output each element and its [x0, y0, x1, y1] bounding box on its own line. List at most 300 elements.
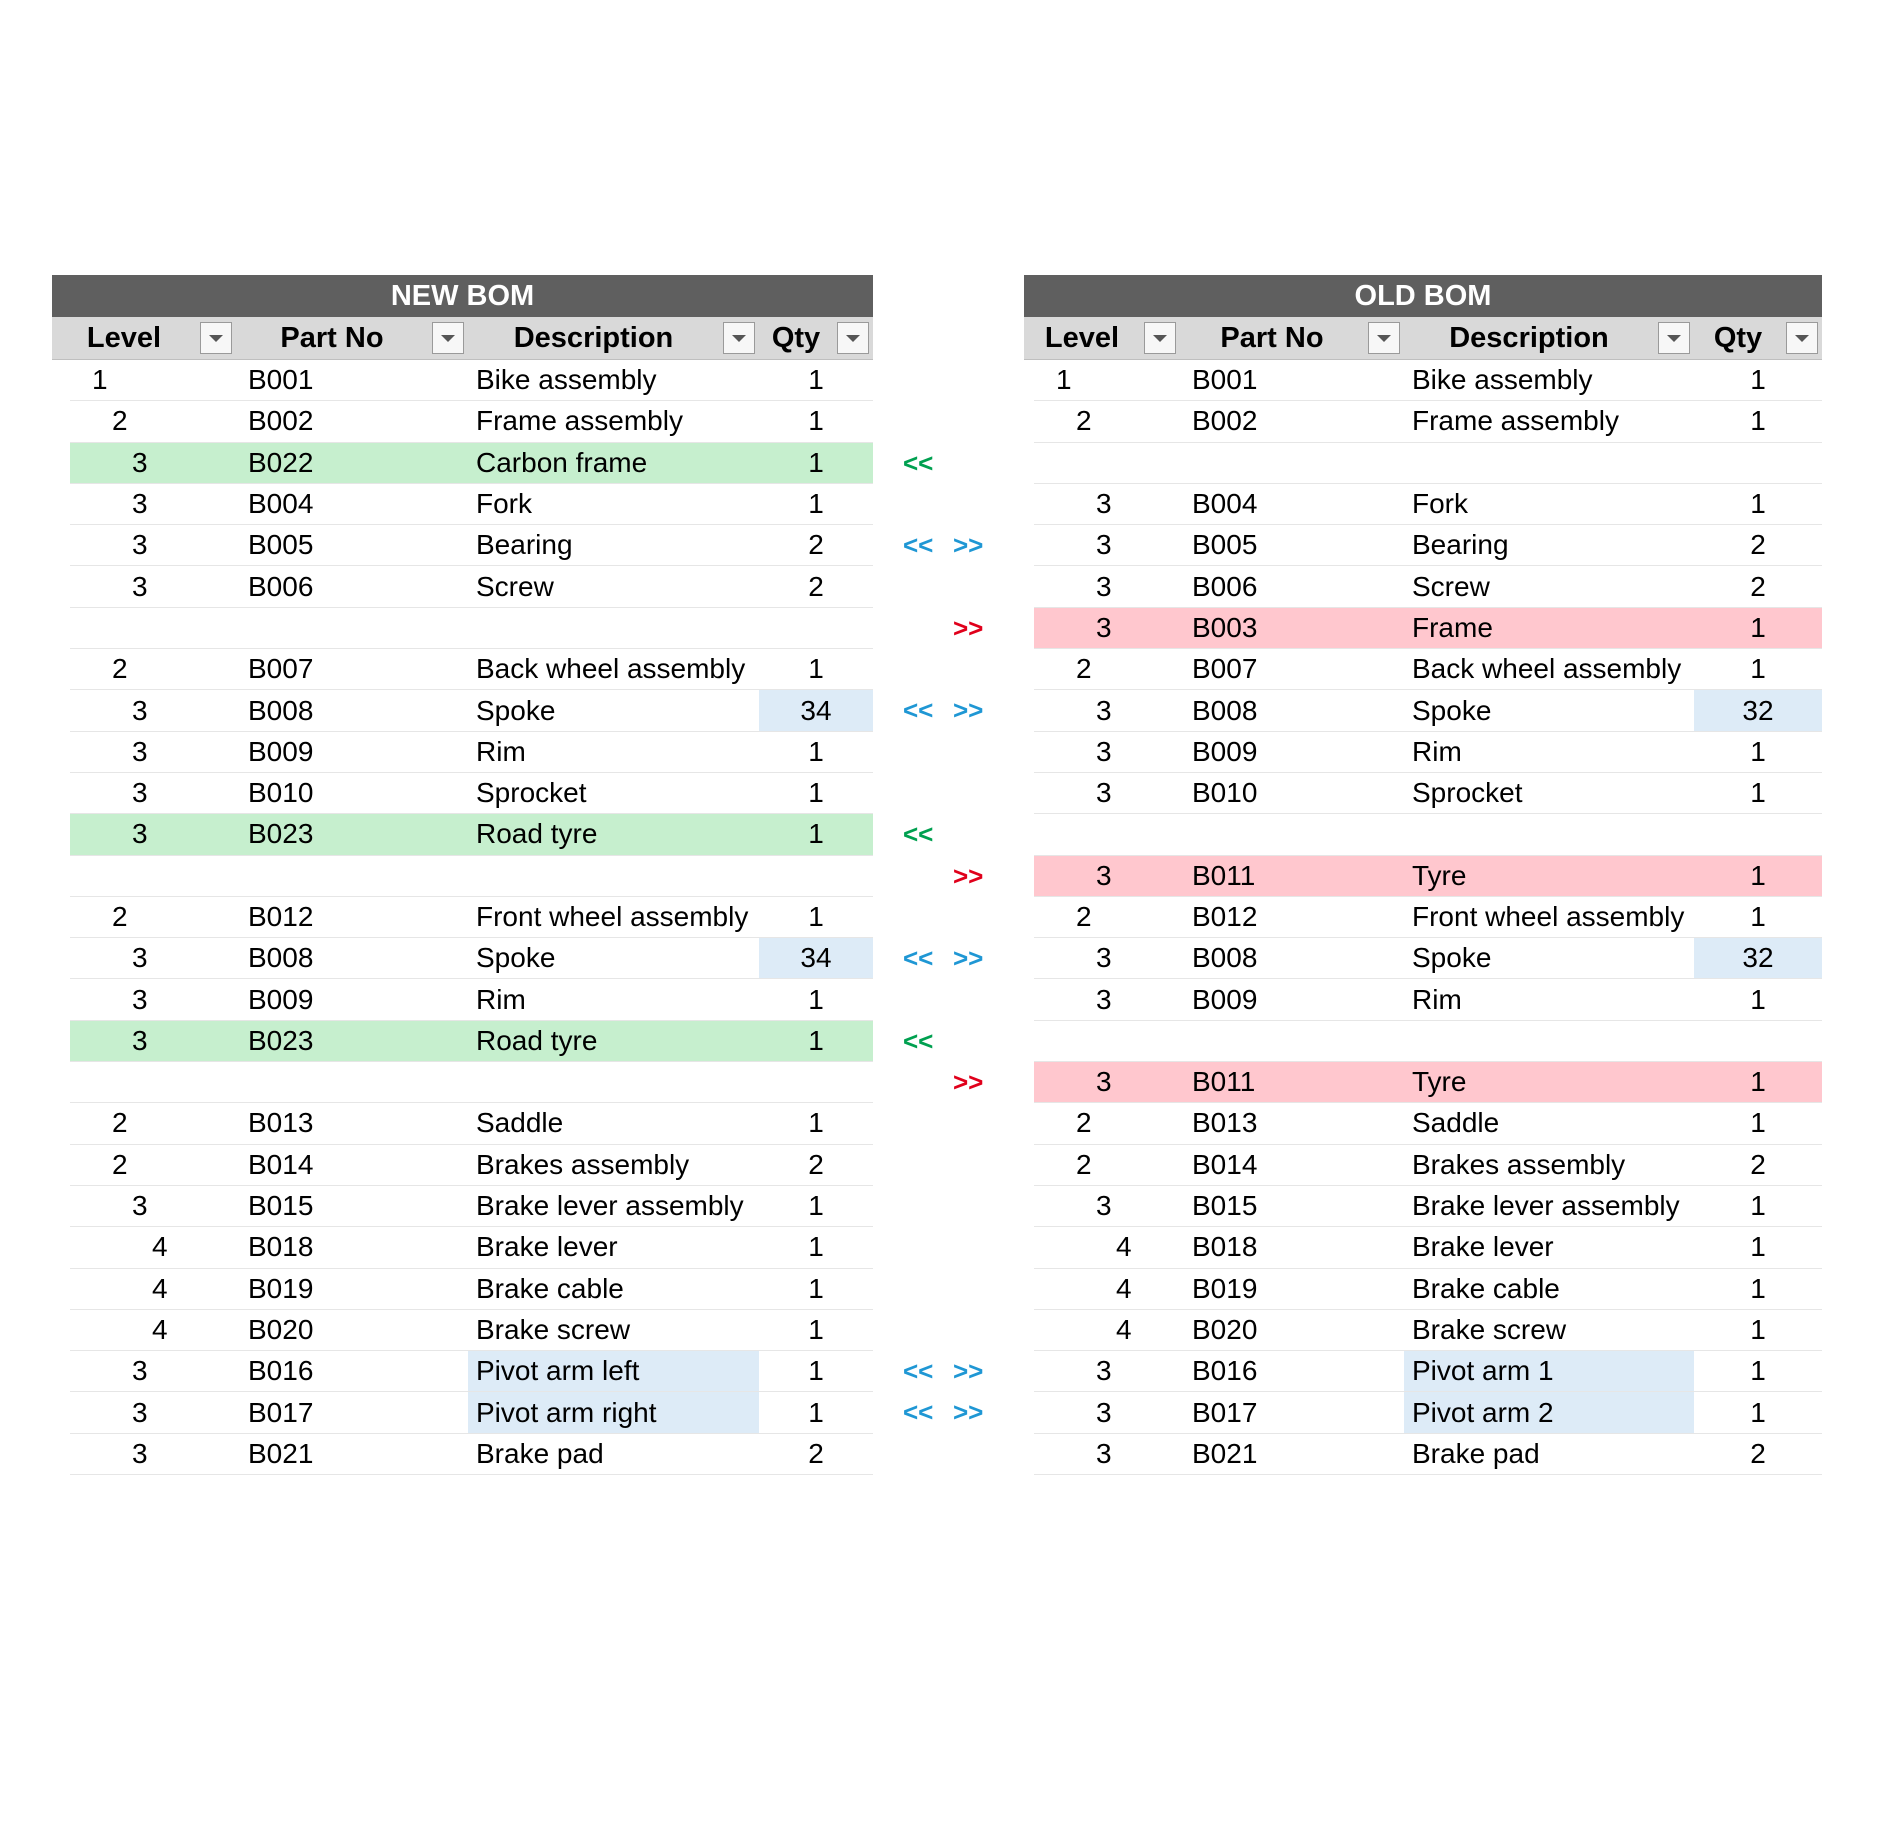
cell-description[interactable] [468, 1062, 759, 1102]
table-row [1034, 1434, 1822, 1475]
cell-description[interactable]: Brake lever assembly [1412, 1190, 1680, 1222]
cell-part-no[interactable]: B020 [1192, 1313, 1258, 1345]
cell-qty[interactable]: 1 [1750, 983, 1766, 1015]
new-bom-title: NEW BOM [52, 275, 873, 317]
marker-row [873, 772, 1024, 813]
header-level [1024, 317, 1180, 359]
table-row [70, 608, 873, 649]
cell-level[interactable]: 3 [70, 814, 236, 854]
table-row [1034, 814, 1822, 855]
table-row [70, 1351, 873, 1392]
marker-row [873, 565, 1024, 606]
cell-qty[interactable]: 1 [808, 405, 824, 437]
cell-description[interactable]: Pivot arm left [468, 1351, 759, 1391]
cell-description[interactable]: Saddle [476, 1107, 564, 1139]
cell-description[interactable]: Frame assembly [476, 405, 683, 437]
cell-qty[interactable]: 1 [759, 814, 873, 854]
cell-level[interactable]: 3 [132, 488, 148, 520]
filter-dropdown-button[interactable] [723, 322, 755, 354]
cell-level[interactable] [70, 856, 236, 896]
table-row [1034, 1062, 1822, 1103]
marker-row [873, 1185, 1024, 1226]
cell-description[interactable]: Rim [476, 735, 526, 767]
cell-part-no[interactable]: B009 [1192, 735, 1258, 767]
cell-part-no[interactable]: B007 [248, 653, 314, 685]
marker-row [873, 400, 1024, 441]
cell-level[interactable]: 3 [132, 983, 148, 1015]
filter-dropdown-button[interactable] [1658, 322, 1690, 354]
cell-description[interactable]: Sprocket [1412, 777, 1523, 809]
cell-qty[interactable] [1694, 814, 1822, 854]
cell-description[interactable]: Bike assembly [476, 364, 657, 396]
header-description [1404, 317, 1694, 359]
filter-dropdown-button[interactable] [200, 322, 232, 354]
cell-description[interactable]: Rim [1412, 735, 1462, 767]
cell-part-no[interactable]: B006 [248, 570, 314, 602]
cell-qty[interactable]: 2 [808, 570, 824, 602]
cell-description[interactable]: Brake screw [476, 1313, 631, 1345]
cell-part-no[interactable]: B021 [248, 1437, 314, 1469]
cell-part-no[interactable]: B008 [248, 694, 314, 726]
cell-description[interactable]: Front wheel assembly [476, 901, 749, 932]
table-row [70, 566, 873, 607]
cell-level[interactable]: 3 [1096, 735, 1112, 767]
marker-row [873, 896, 1024, 937]
cell-level[interactable]: 3 [1096, 942, 1112, 974]
table-row [70, 897, 873, 938]
marker-row [873, 1350, 1024, 1391]
cell-level[interactable]: 3 [132, 942, 148, 974]
cell-description[interactable]: Carbon frame [468, 443, 759, 483]
table-row [1034, 360, 1822, 401]
cell-description[interactable]: Screw [1412, 570, 1490, 602]
cell-part-no[interactable]: B009 [248, 735, 314, 767]
cell-part-no[interactable]: B005 [248, 529, 314, 561]
removed-from-old-marker: >> [953, 1397, 984, 1428]
cell-level[interactable]: 4 [152, 1272, 168, 1304]
cell-qty[interactable]: 1 [808, 983, 824, 1015]
cell-description[interactable]: Front wheel assembly [1412, 901, 1685, 932]
cell-level[interactable]: 3 [70, 443, 236, 483]
cell-part-no[interactable]: B019 [248, 1272, 314, 1304]
chevron-down-icon [846, 335, 860, 342]
cell-level[interactable]: 2 [112, 653, 128, 685]
cell-level[interactable]: 1 [92, 364, 108, 396]
table-row [1034, 566, 1822, 607]
table-row [70, 443, 873, 484]
cell-qty[interactable]: 2 [1750, 529, 1766, 561]
cell-level[interactable]: 3 [132, 735, 148, 767]
cell-qty[interactable]: 1 [808, 653, 824, 685]
cell-description[interactable]: Frame [1404, 608, 1694, 648]
cell-level[interactable]: 2 [1076, 1107, 1092, 1139]
header-description-label: Description [513, 321, 674, 354]
cell-level[interactable]: 2 [112, 405, 128, 437]
cell-part-no[interactable]: B002 [248, 405, 314, 437]
cell-qty[interactable]: 1 [808, 1355, 824, 1387]
filter-dropdown-button[interactable] [1144, 322, 1176, 354]
cell-part-no[interactable]: B008 [1192, 942, 1258, 974]
cell-description[interactable]: Tyre [1404, 1062, 1694, 1102]
cell-part-no[interactable]: B017 [248, 1396, 314, 1428]
cell-description[interactable]: Brake cable [1412, 1272, 1560, 1304]
cell-level[interactable]: 2 [112, 1148, 128, 1180]
marker-row [873, 1102, 1024, 1143]
cell-part-no[interactable]: B004 [1192, 488, 1258, 520]
cell-level[interactable] [70, 608, 236, 648]
table-row [1034, 979, 1822, 1020]
cell-qty[interactable]: 2 [1750, 570, 1766, 602]
cell-level[interactable]: 3 [1034, 608, 1180, 648]
marker-row [873, 813, 1024, 854]
table-row [70, 525, 873, 566]
header-level [52, 317, 236, 359]
new-bom-table [52, 275, 873, 1475]
cell-description[interactable]: Bearing [1412, 529, 1509, 561]
cell-qty[interactable] [1694, 1021, 1822, 1061]
cell-part-no[interactable]: B002 [1192, 405, 1258, 437]
cell-qty[interactable]: 34 [759, 938, 873, 978]
cell-level[interactable]: 3 [132, 1437, 148, 1469]
cell-qty[interactable]: 1 [1750, 901, 1766, 932]
cell-level[interactable]: 3 [1096, 1437, 1112, 1469]
cell-part-no[interactable]: B018 [248, 1231, 314, 1263]
cell-description[interactable]: Frame assembly [1412, 405, 1619, 437]
removed-from-old-marker: >> [953, 943, 984, 974]
cell-part-no[interactable] [1180, 443, 1404, 483]
old-bom-header-row [1024, 317, 1822, 360]
removed-from-old-marker: >> [953, 695, 984, 726]
marker-row [873, 855, 1024, 896]
table-row [1034, 856, 1822, 897]
marker-row [873, 731, 1024, 772]
cell-qty[interactable]: 34 [759, 690, 873, 730]
cell-level[interactable]: 3 [1096, 1355, 1112, 1387]
table-row [1034, 897, 1822, 938]
cell-qty[interactable]: 1 [808, 1231, 824, 1263]
cell-level[interactable]: 4 [1116, 1231, 1132, 1263]
cell-level[interactable]: 2 [112, 901, 128, 932]
cell-qty[interactable]: 1 [1750, 1190, 1766, 1222]
cell-level[interactable]: 3 [1096, 983, 1112, 1015]
cell-qty[interactable]: 1 [1750, 405, 1766, 437]
cell-level[interactable]: 3 [132, 1396, 148, 1428]
table-row [1034, 1145, 1822, 1186]
old-bom-body [1024, 360, 1822, 1475]
marker-row [873, 1391, 1024, 1432]
marker-row [873, 1309, 1024, 1350]
cell-level[interactable]: 3 [132, 1355, 148, 1387]
cell-qty[interactable]: 1 [808, 488, 824, 520]
cell-qty[interactable]: 1 [1750, 1355, 1766, 1387]
cell-level[interactable]: 4 [1116, 1272, 1132, 1304]
cell-part-no[interactable] [1180, 814, 1404, 854]
cell-level[interactable]: 3 [1096, 488, 1112, 520]
cell-level[interactable]: 3 [1034, 856, 1180, 896]
cell-description[interactable]: Rim [476, 983, 526, 1015]
cell-level[interactable] [1034, 443, 1180, 483]
cell-part-no[interactable]: B018 [1192, 1231, 1258, 1263]
header-part-no-label: Part No [1220, 321, 1324, 354]
removed-from-old-marker: >> [953, 1067, 984, 1098]
table-row [1034, 732, 1822, 773]
cell-part-no[interactable]: B013 [248, 1107, 314, 1139]
cell-part-no[interactable]: B013 [1192, 1107, 1258, 1139]
cell-qty[interactable]: 1 [808, 1272, 824, 1304]
cell-level[interactable]: 3 [132, 529, 148, 561]
cell-description[interactable]: Spoke [476, 942, 556, 974]
cell-qty[interactable] [759, 1062, 873, 1102]
cell-qty[interactable]: 2 [808, 529, 824, 561]
cell-qty[interactable]: 2 [808, 1148, 824, 1180]
cell-part-no[interactable]: B011 [1180, 1062, 1404, 1102]
cell-qty[interactable]: 1 [808, 901, 824, 932]
cell-level[interactable]: 2 [1076, 653, 1092, 685]
cell-part-no[interactable]: B012 [248, 901, 314, 932]
cell-part-no[interactable]: B003 [1180, 608, 1404, 648]
cell-description[interactable]: Back wheel assembly [476, 653, 746, 685]
filter-dropdown-button[interactable] [1368, 322, 1400, 354]
filter-dropdown-button[interactable] [1786, 322, 1818, 354]
cell-part-no[interactable]: B019 [1192, 1272, 1258, 1304]
cell-part-no[interactable] [1180, 1021, 1404, 1061]
cell-part-no[interactable]: B009 [248, 983, 314, 1015]
cell-level[interactable] [1034, 1021, 1180, 1061]
cell-part-no[interactable]: B007 [1192, 653, 1258, 685]
cell-part-no[interactable]: B014 [248, 1148, 314, 1180]
marker-row [873, 442, 1024, 483]
marker-row [873, 1020, 1024, 1061]
chevron-down-icon [1795, 335, 1809, 342]
cell-qty[interactable]: 1 [1694, 856, 1822, 896]
cell-description[interactable] [468, 856, 759, 896]
cell-level[interactable]: 2 [1076, 1148, 1092, 1180]
cell-qty[interactable]: 2 [1750, 1148, 1766, 1180]
cell-part-no[interactable]: B022 [236, 443, 468, 483]
table-row [70, 1392, 873, 1433]
cell-level[interactable]: 3 [1096, 529, 1112, 561]
cell-description[interactable]: Brakes assembly [476, 1148, 690, 1180]
cell-description[interactable]: Brake lever assembly [476, 1190, 744, 1222]
table-row [1034, 1227, 1822, 1268]
cell-part-no[interactable]: B017 [1192, 1396, 1258, 1428]
cell-part-no[interactable]: B010 [1192, 777, 1258, 809]
cell-description[interactable]: Bike assembly [1412, 364, 1593, 396]
cell-level[interactable]: 4 [152, 1313, 168, 1345]
cell-qty[interactable]: 1 [1750, 488, 1766, 520]
cell-description[interactable]: Spoke [476, 694, 556, 726]
table-row [70, 1269, 873, 1310]
cell-qty[interactable]: 1 [808, 364, 824, 396]
cell-part-no[interactable]: B001 [248, 364, 314, 396]
cell-description[interactable]: Pivot arm 1 [1404, 1351, 1694, 1391]
cell-level[interactable]: 3 [1096, 1396, 1112, 1428]
cell-qty[interactable]: 32 [1694, 938, 1822, 978]
cell-part-no[interactable]: B021 [1192, 1437, 1258, 1469]
cell-qty[interactable]: 32 [1694, 690, 1822, 730]
old-bom-table [1024, 275, 1822, 1475]
cell-qty[interactable]: 1 [1750, 1313, 1766, 1345]
cell-part-no[interactable]: B015 [248, 1190, 314, 1222]
new-bom-header-row [52, 317, 873, 360]
cell-description[interactable] [1404, 1021, 1694, 1061]
added-in-new-marker: << [903, 943, 934, 974]
table-row [70, 856, 873, 897]
cell-qty[interactable]: 1 [1694, 1062, 1822, 1102]
table-row [70, 814, 873, 855]
cell-description[interactable]: Spoke [1412, 942, 1492, 974]
cell-description[interactable]: Road tyre [468, 814, 759, 854]
cell-part-no[interactable] [236, 1062, 468, 1102]
marker-row [873, 524, 1024, 565]
cell-part-no[interactable]: B008 [1192, 694, 1258, 726]
cell-level[interactable]: 3 [1096, 570, 1112, 602]
cell-part-no[interactable]: B015 [1192, 1190, 1258, 1222]
cell-level[interactable]: 3 [70, 1021, 236, 1061]
header-qty-label: Qty [1713, 321, 1763, 354]
cell-qty[interactable] [1694, 443, 1822, 483]
header-qty-label: Qty [771, 321, 821, 354]
cell-qty[interactable]: 1 [1750, 653, 1766, 685]
cell-qty[interactable]: 1 [1750, 777, 1766, 809]
table-row [70, 1310, 873, 1351]
cell-description[interactable]: Back wheel assembly [1412, 653, 1682, 685]
cell-qty[interactable]: 1 [808, 1190, 824, 1222]
cell-qty[interactable]: 1 [1750, 1107, 1766, 1139]
cell-description[interactable]: Screw [476, 570, 554, 602]
cell-level[interactable]: 2 [1076, 405, 1092, 437]
cell-part-no[interactable]: B001 [1192, 364, 1258, 396]
filter-dropdown-button[interactable] [432, 322, 464, 354]
cell-qty[interactable]: 1 [1750, 1272, 1766, 1304]
cell-qty[interactable]: 1 [1750, 1396, 1766, 1428]
cell-qty[interactable] [759, 856, 873, 896]
marker-row [873, 937, 1024, 978]
cell-level[interactable]: 2 [112, 1107, 128, 1139]
cell-level[interactable]: 3 [132, 694, 148, 726]
cell-description[interactable] [468, 608, 759, 648]
cell-qty[interactable]: 1 [808, 1396, 824, 1428]
cell-qty[interactable]: 1 [808, 1107, 824, 1139]
cell-part-no[interactable]: B010 [248, 777, 314, 809]
table-row [1034, 1186, 1822, 1227]
cell-part-no[interactable]: B014 [1192, 1148, 1258, 1180]
cell-part-no[interactable]: B023 [236, 814, 468, 854]
cell-qty[interactable]: 1 [808, 1313, 824, 1345]
cell-part-no[interactable]: B006 [1192, 570, 1258, 602]
cell-description[interactable]: Pivot arm right [468, 1392, 759, 1432]
cell-level[interactable]: 3 [132, 777, 148, 809]
cell-qty[interactable]: 2 [1750, 1437, 1766, 1469]
cell-qty[interactable]: 1 [759, 1021, 873, 1061]
cell-qty[interactable]: 1 [1694, 608, 1822, 648]
cell-level[interactable]: 4 [152, 1231, 168, 1263]
cell-description[interactable]: Pivot arm 2 [1404, 1392, 1694, 1432]
cell-part-no[interactable]: B004 [248, 488, 314, 520]
cell-description[interactable] [1404, 814, 1694, 854]
cell-description[interactable]: Fork [1412, 488, 1468, 520]
cell-part-no[interactable]: B008 [248, 942, 314, 974]
cell-description[interactable]: Road tyre [468, 1021, 759, 1061]
cell-part-no[interactable]: B012 [1192, 901, 1258, 932]
cell-level[interactable]: 3 [132, 570, 148, 602]
removed-from-old-marker: >> [953, 530, 984, 561]
cell-level[interactable]: 4 [1116, 1313, 1132, 1345]
cell-description[interactable] [1404, 443, 1694, 483]
cell-level[interactable]: 1 [1056, 364, 1072, 396]
table-row [1034, 608, 1822, 649]
table-row [70, 1021, 873, 1062]
cell-part-no[interactable] [236, 608, 468, 648]
cell-description[interactable]: Sprocket [476, 777, 587, 809]
cell-level[interactable]: 3 [1034, 1062, 1180, 1102]
cell-description[interactable]: Saddle [1412, 1107, 1500, 1139]
cell-description[interactable]: Brake cable [476, 1272, 624, 1304]
cell-part-no[interactable]: B005 [1192, 529, 1258, 561]
marker-row [873, 1433, 1024, 1474]
header-part-no-label: Part No [280, 321, 384, 354]
table-row [70, 1103, 873, 1144]
cell-description[interactable]: Fork [476, 488, 532, 520]
cell-part-no[interactable]: B023 [236, 1021, 468, 1061]
cell-level[interactable]: 3 [132, 1190, 148, 1222]
cell-description[interactable]: Rim [1412, 983, 1462, 1015]
cell-level[interactable] [1034, 814, 1180, 854]
filter-dropdown-button[interactable] [837, 322, 869, 354]
cell-description[interactable]: Spoke [1412, 694, 1492, 726]
table-row [1034, 443, 1822, 484]
cell-qty[interactable]: 1 [759, 443, 873, 483]
cell-description[interactable]: Brake pad [476, 1437, 604, 1469]
cell-level[interactable]: 3 [1096, 1190, 1112, 1222]
cell-qty[interactable]: 1 [808, 777, 824, 809]
cell-part-no[interactable]: B016 [1192, 1355, 1258, 1387]
chevron-down-icon [732, 335, 746, 342]
cell-description[interactable]: Brake pad [1412, 1437, 1540, 1469]
cell-qty[interactable]: 1 [1750, 1231, 1766, 1263]
added-in-new-marker: << [903, 447, 934, 478]
cell-part-no[interactable]: B020 [248, 1313, 314, 1345]
cell-part-no[interactable] [236, 856, 468, 896]
cell-level[interactable]: 3 [1096, 694, 1112, 726]
removed-from-old-marker: >> [953, 612, 984, 643]
cell-description[interactable]: Bearing [476, 529, 573, 561]
marker-row [873, 483, 1024, 524]
cell-qty[interactable]: 2 [808, 1437, 824, 1469]
cell-description[interactable]: Brake lever [476, 1231, 618, 1263]
cell-description[interactable]: Tyre [1404, 856, 1694, 896]
marker-row [873, 1061, 1024, 1102]
cell-part-no[interactable]: B011 [1180, 856, 1404, 896]
table-row [1034, 649, 1822, 690]
cell-part-no[interactable]: B009 [1192, 983, 1258, 1015]
cell-level[interactable]: 2 [1076, 901, 1092, 932]
cell-part-no[interactable]: B016 [248, 1355, 314, 1387]
cell-qty[interactable]: 1 [1750, 735, 1766, 767]
cell-description[interactable]: Brake screw [1412, 1313, 1567, 1345]
header-qty [759, 317, 873, 359]
cell-level[interactable]: 3 [1096, 777, 1112, 809]
table-row [1034, 938, 1822, 979]
cell-qty[interactable]: 1 [808, 735, 824, 767]
table-row [70, 1434, 873, 1475]
cell-description[interactable]: Brakes assembly [1412, 1148, 1626, 1180]
cell-level[interactable] [70, 1062, 236, 1102]
table-row [70, 401, 873, 442]
cell-qty[interactable] [759, 608, 873, 648]
cell-description[interactable]: Brake lever [1412, 1231, 1554, 1263]
cell-qty[interactable]: 1 [1750, 364, 1766, 396]
